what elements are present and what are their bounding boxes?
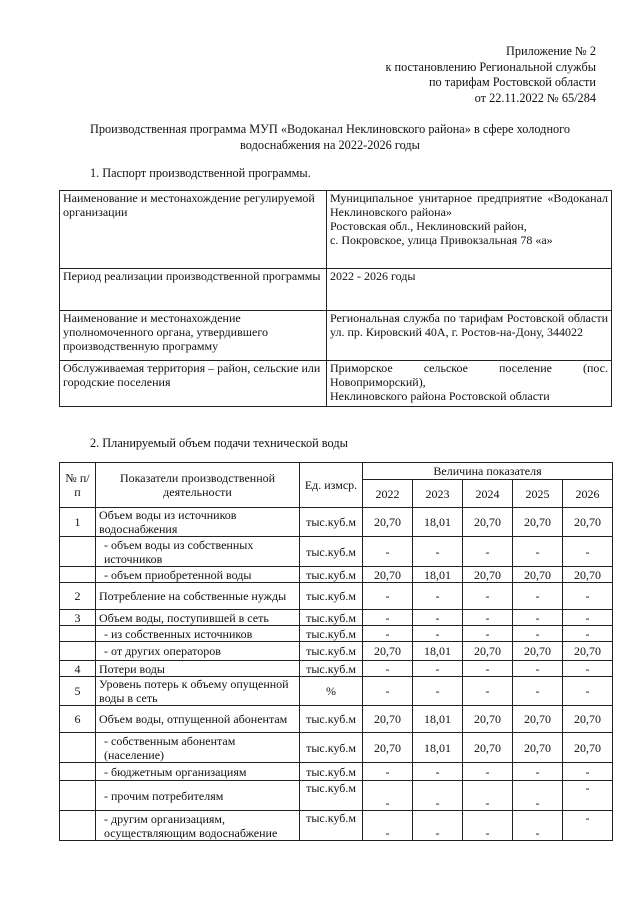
row-num: [60, 537, 96, 567]
row-value: 20,70: [363, 706, 413, 733]
row-value: -: [413, 583, 463, 610]
row-value: 20,70: [513, 508, 563, 537]
title-line: водоснабжения на 2022-2026 годы: [240, 137, 420, 152]
row-value: 20,70: [563, 733, 613, 763]
row-num: [60, 781, 96, 811]
passport-value-line: Приморское сельское поселение (пос. Новоприморский),: [330, 361, 608, 389]
row-value: -: [363, 583, 413, 610]
row-num: [60, 642, 96, 661]
row-unit: тыс.куб.м: [300, 763, 363, 781]
passport-value-line: Ростовская обл., Неклиновский район,: [330, 219, 527, 233]
table-row: [60, 567, 613, 583]
row-unit: тыс.куб.м: [300, 661, 363, 677]
row-value: -: [363, 610, 413, 626]
row-unit: тыс.куб.м: [300, 706, 363, 733]
row-indicator: - бюджетным организациям: [96, 763, 300, 781]
row-value: 20,70: [363, 508, 413, 537]
appendix-line: Приложение № 2: [505, 44, 596, 58]
row-value: 20,70: [563, 508, 613, 537]
row-value: 20,70: [463, 642, 513, 661]
row-value: -: [513, 583, 563, 610]
row-value: -: [363, 661, 413, 677]
row-num: [60, 626, 96, 642]
header-num: № п/п: [60, 463, 96, 508]
row-value: -: [413, 626, 463, 642]
row-value: -: [463, 677, 513, 706]
table-row: [60, 781, 613, 811]
row-value: -: [413, 763, 463, 781]
passport-row: [60, 311, 612, 361]
row-value: -: [413, 537, 463, 567]
header-year: 2023: [413, 480, 463, 508]
section-1-heading: 1. Паспорт производственной программы.: [90, 166, 311, 180]
row-value: -: [563, 677, 613, 706]
passport-label: Обслуживаемая территория – район, сельские или городские поселения: [60, 361, 327, 407]
row-num: [60, 733, 96, 763]
row-value: 20,70: [363, 642, 413, 661]
row-value: -: [513, 537, 563, 567]
row-value: 20,70: [513, 733, 563, 763]
passport-value-line: Неклиновского района Ростовской области: [330, 389, 550, 403]
row-indicator: - прочим потребителям: [96, 781, 300, 811]
row-unit: тыс.куб.м: [300, 642, 363, 661]
title-line: Производственная программа МУП «Водоканал Неклиновского района» в сфере холодного: [89, 122, 571, 136]
passport-value: [327, 311, 612, 361]
row-value: 20,70: [513, 567, 563, 583]
table-row: [60, 508, 613, 537]
row-indicator: Объем воды, отпущенной абонентам: [96, 706, 300, 733]
row-value: 20,70: [463, 567, 513, 583]
header-year: 2024: [463, 480, 513, 508]
row-unit: тыс.куб.м: [300, 811, 363, 841]
row-indicator: Потребление на собственные нужды: [96, 583, 300, 610]
row-value: -: [563, 763, 613, 781]
row-value: 20,70: [463, 706, 513, 733]
table-row: [60, 583, 613, 610]
table-row: [60, 677, 613, 706]
row-num: 4: [60, 661, 96, 677]
row-value: 18,01: [413, 508, 463, 537]
section-2-heading: 2. Планируемый объем подачи технической воды: [90, 436, 348, 450]
row-value: 18,01: [413, 567, 463, 583]
row-num: [60, 567, 96, 583]
row-value: -: [513, 781, 563, 811]
row-unit: тыс.куб.м: [300, 537, 363, 567]
row-value: 20,70: [463, 508, 513, 537]
row-value: 18,01: [413, 642, 463, 661]
row-value: -: [413, 661, 463, 677]
row-value: -: [363, 781, 413, 811]
row-value: -: [513, 763, 563, 781]
row-value: -: [363, 763, 413, 781]
row-value: 20,70: [513, 706, 563, 733]
row-value: -: [513, 610, 563, 626]
row-value: -: [463, 626, 513, 642]
row-value: 20,70: [363, 733, 413, 763]
row-value: -: [363, 626, 413, 642]
passport-value: [327, 269, 612, 311]
header-year: 2022: [363, 480, 413, 508]
row-value: -: [563, 626, 613, 642]
row-value: -: [363, 811, 413, 841]
passport-value-line: 2022 - 2026 годы: [330, 269, 416, 283]
passport-value-line: с. Покровское, улица Привокзальная 78 «а»: [330, 233, 553, 247]
header-indicator: Показатели производственной деятельности: [96, 463, 300, 508]
row-num: 6: [60, 706, 96, 733]
appendix-line: от 22.11.2022 № 65/284: [474, 90, 596, 105]
passport-label: Наименование и местонахождение регулируемой организации: [60, 191, 327, 269]
row-num: [60, 763, 96, 781]
row-value: -: [563, 610, 613, 626]
row-value: 20,70: [563, 567, 613, 583]
passport-value: [327, 191, 612, 269]
row-value: -: [363, 537, 413, 567]
row-value: 20,70: [363, 567, 413, 583]
row-unit: тыс.куб.м: [300, 583, 363, 610]
passport-value-line: Муниципальное унитарное предприятие «Водоканал Неклиновского района»: [330, 191, 608, 219]
row-unit: тыс.куб.м: [300, 626, 363, 642]
table-row: [60, 537, 613, 567]
row-indicator: - объем воды из собственных источников: [96, 537, 300, 567]
row-value: 18,01: [413, 733, 463, 763]
row-indicator: - другим организациям, осуществляющим водоснабжение: [96, 811, 300, 841]
appendix-header: [385, 44, 596, 106]
passport-row: [60, 269, 612, 311]
row-indicator: - объем приобретенной воды: [96, 567, 300, 583]
row-unit: тыс.куб.м: [300, 610, 363, 626]
table-row: [60, 733, 613, 763]
row-value: -: [363, 677, 413, 706]
row-value: -: [463, 610, 513, 626]
appendix-line: к постановлению Региональной службы: [385, 59, 596, 74]
row-value: -: [413, 811, 463, 841]
row-value: -: [413, 781, 463, 811]
row-value: -: [563, 811, 613, 841]
row-value: -: [563, 583, 613, 610]
row-unit: тыс.куб.м: [300, 781, 363, 811]
table-row: [60, 763, 613, 781]
row-indicator: Объем воды из источников водоснабжения: [96, 508, 300, 537]
header-unit: Ед. измср.: [300, 463, 363, 508]
header-value: Величина показателя: [363, 463, 613, 480]
row-unit: тыс.куб.м: [300, 733, 363, 763]
table-row: [60, 626, 613, 642]
row-num: 1: [60, 508, 96, 537]
row-value: 20,70: [463, 733, 513, 763]
table-row: [60, 811, 613, 841]
row-value: -: [413, 677, 463, 706]
row-value: 20,70: [563, 642, 613, 661]
table-row: [60, 661, 613, 677]
row-unit: %: [300, 677, 363, 706]
row-value: 20,70: [563, 706, 613, 733]
row-num: 5: [60, 677, 96, 706]
passport-row: [60, 361, 612, 407]
row-value: -: [563, 537, 613, 567]
row-indicator: Объем воды, поступившей в сеть: [96, 610, 300, 626]
row-value: -: [563, 661, 613, 677]
row-unit: тыс.куб.м: [300, 567, 363, 583]
passport-label: Наименование и местонахождение уполномоченного органа, утвердившего производственную программу: [60, 311, 327, 361]
passport-row: [60, 191, 612, 269]
row-num: [60, 811, 96, 841]
row-value: -: [463, 811, 513, 841]
row-value: -: [513, 677, 563, 706]
row-value: -: [563, 781, 613, 811]
row-indicator: - собственным абонентам (население): [96, 733, 300, 763]
passport-value-line: Региональная служба по тарифам Ростовской области ул. пр. Кировский 40А, г. Ростов-на-Дону, 344022: [330, 311, 608, 339]
row-indicator: Потери воды: [96, 661, 300, 677]
volume-table: [59, 462, 613, 841]
row-unit: тыс.куб.м: [300, 508, 363, 537]
row-value: -: [513, 661, 563, 677]
row-indicator: - от других операторов: [96, 642, 300, 661]
document-title: [60, 122, 600, 153]
row-value: -: [463, 537, 513, 567]
passport-label: Период реализации производственной программы: [60, 269, 327, 311]
row-value: -: [463, 781, 513, 811]
table-row: [60, 642, 613, 661]
row-value: -: [463, 583, 513, 610]
row-num: 3: [60, 610, 96, 626]
row-value: -: [463, 763, 513, 781]
row-value: -: [413, 610, 463, 626]
row-value: -: [513, 811, 563, 841]
row-indicator: - из собственных источников: [96, 626, 300, 642]
row-num: 2: [60, 583, 96, 610]
header-year: 2026: [563, 480, 613, 508]
header-year: 2025: [513, 480, 563, 508]
table-row: [60, 610, 613, 626]
row-indicator: Уровень потерь к объему опущенной воды в сеть: [96, 677, 300, 706]
row-value: 18,01: [413, 706, 463, 733]
row-value: -: [463, 661, 513, 677]
appendix-line: по тарифам Ростовской области: [428, 75, 596, 89]
table-row: [60, 706, 613, 733]
row-value: 20,70: [513, 642, 563, 661]
passport-value: [327, 361, 612, 407]
passport-table: [59, 190, 612, 407]
row-value: -: [513, 626, 563, 642]
